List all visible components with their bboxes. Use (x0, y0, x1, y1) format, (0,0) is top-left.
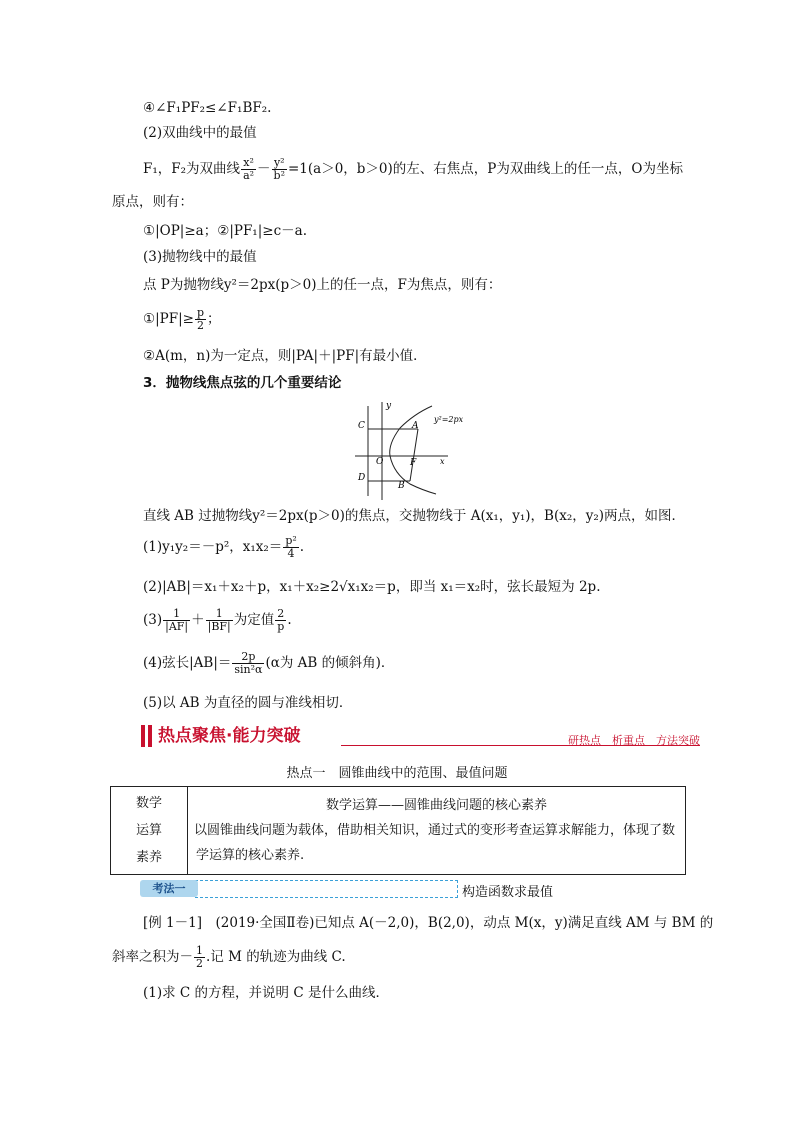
label-O: O (376, 457, 384, 467)
method-dash-box (195, 880, 458, 898)
example-line: [例 1－1] (2019·全国Ⅱ卷)已知点 A(－2,0)，B(2,0)，动点 M(x，y)满足直线 AM 与 BM 的 (143, 915, 714, 931)
fraction: $\frac{2p}{\text{sin²α}}$ (234, 650, 263, 676)
fraction: $\frac{1}{|AF|}$ (165, 607, 189, 633)
text-line: ①|OP|≥a；②|PF₁|≥c－a. (143, 223, 307, 239)
section-banner (141, 725, 700, 747)
example-line: 斜率之积为－ $\frac{1}{2}$ .记 M 的轨迹为曲线 C. (112, 944, 346, 970)
example-question: (1)求 C 的方程，并说明 C 是什么曲线． (143, 985, 389, 1001)
text-line: (1)y₁y₂＝－p²，x₁x₂＝ $\frac{\text{p²}}{4}$ . (143, 534, 305, 560)
text-line: ①|PF|≥ $\frac{p}{2}$ ； (143, 306, 221, 332)
subheading-hyperbola: (2)双曲线中的最值 (143, 125, 257, 141)
banner-title: 热点聚焦·能力突破 (158, 726, 301, 746)
label-y: y (386, 401, 392, 411)
text-line: (5)以 AB 为直径的圆与准线相切． (143, 695, 353, 711)
fraction: $\frac{\text{x²}}{\text{a²}}$ (243, 156, 255, 182)
subheading-parabola: (3)抛物线中的最值 (143, 249, 257, 265)
parabola-figure (350, 398, 510, 504)
section-heading-3: 3．抛物线焦点弦的几个重要结论 (143, 375, 342, 391)
fraction: $\frac{2}{p}$ (277, 607, 285, 633)
method-tag-bar (140, 880, 458, 898)
fraction: $\frac{\text{p²}}{4}$ (285, 534, 297, 560)
fraction: $\frac{1}{2}$ (196, 944, 203, 970)
text-line: 点 P为抛物线y²＝2px(p＞0)上的任一点，F为焦点，则有： (143, 277, 502, 293)
text-line: (4)弦长|AB|＝ $\frac{2p}{\text{sin²α}}$ (α为 AB 的倾斜角)． (143, 650, 395, 676)
banner-subtitle: 研热点 析重点 方法突破 (568, 734, 700, 747)
literacy-text: 以圆锥曲线问题为载体，借助相关知识，通过式的变形考查运算求解能力，体现了数学运算的核心素养. (194, 823, 676, 863)
banner-bar (148, 725, 152, 747)
text-line: 直线 AB 过抛物线y²＝2px(p＞0)的焦点，交抛物线于 A(x₁，y₁)，B(x₂，y₂)两点，如图． (143, 508, 686, 524)
label-D: D (358, 473, 366, 483)
label-A: A (412, 421, 419, 431)
hotspot-heading: 热点一 圆锥曲线中的范围、最值问题 (286, 766, 508, 781)
focal-chord (410, 429, 418, 481)
banner-bar (141, 725, 145, 747)
method-tag: 考法一 (140, 880, 198, 897)
fraction: $\frac{\text{y²}}{\text{b²}}$ (273, 156, 285, 182)
literacy-content (188, 787, 686, 875)
literacy-label: 数学 运算 素养 (111, 787, 188, 875)
text-line: (3) $\frac{1}{|AF|}$ ＋ $\frac{1}{|BF|}$ 为定值 $\frac{2}{p}$ . (143, 607, 292, 633)
literacy-heading: 数学运算——圆锥曲线问题的核心素养 (325, 798, 547, 813)
method-title: 构造函数求最值 (462, 885, 554, 900)
literacy-table (110, 786, 686, 875)
fraction: $\frac{1}{|BF|}$ (207, 607, 231, 633)
label-B: B (398, 481, 405, 491)
label-C: C (358, 421, 365, 431)
text-line: (2)|AB|＝x₁＋x₂＋p，x₁＋x₂≥2√x₁x₂＝p，即当 x₁＝x₂时，弦长最短为 2p. (143, 579, 601, 595)
fraction: $\frac{p}{2}$ (196, 306, 205, 332)
text-line: 原点，则有： (112, 194, 193, 210)
text-line: ④∠F₁PF₂≤∠F₁BF₂. (143, 100, 272, 116)
label-curve: y²=2px (434, 415, 464, 424)
text-line: ②A(m，n)为一定点，则|PA|＋|PF|有最小值． (143, 348, 427, 364)
label-x: x (440, 457, 445, 466)
text-line: F₁，F₂为双曲线 $\frac{\text{x²}}{\text{a²}}$ － $\frac{\text{y²}}{\text{b²}}$ =1(a＞0，b＞0)的左、右焦点，P为双曲线上的任一点，O为坐标 (143, 156, 683, 182)
label-F: F (410, 458, 417, 468)
